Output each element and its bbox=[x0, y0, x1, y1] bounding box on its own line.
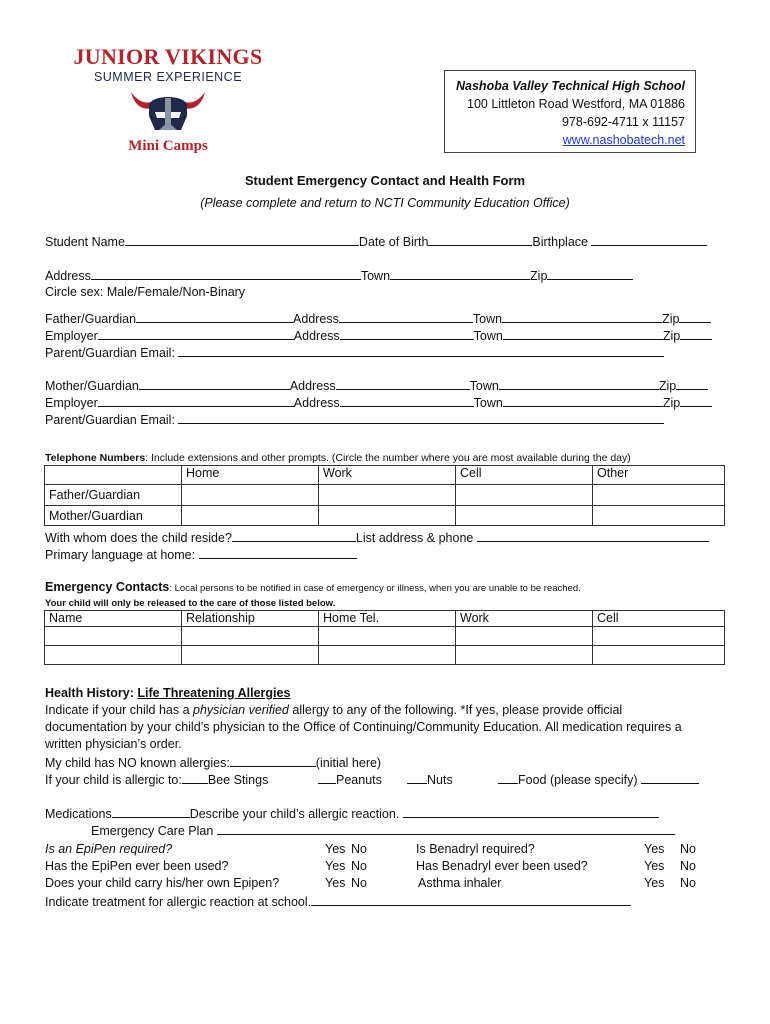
medications-row bbox=[45, 805, 659, 821]
father-row bbox=[45, 310, 711, 326]
father-email-label: Parent/Guardian Email: bbox=[45, 346, 175, 360]
mother-employer-zip-field[interactable] bbox=[680, 394, 712, 407]
telephone-label: Telephone Numbers bbox=[45, 452, 146, 464]
epipen-required-yes[interactable]: Yes bbox=[325, 842, 346, 856]
emergency-header-home-tel: Home Tel. bbox=[319, 611, 456, 627]
junior-vikings-logo bbox=[68, 44, 268, 156]
telephone-mother-other-cell[interactable] bbox=[593, 506, 725, 526]
carry-epipen-question: Does your child carry his/her own Epipen? bbox=[45, 876, 280, 890]
no-allergies-label: My child has NO known allergies: bbox=[45, 756, 230, 770]
form-subtitle: (Please complete and return to NCTI Community Education Office) bbox=[200, 196, 570, 210]
with-whom-label: With whom does the child reside? bbox=[45, 531, 232, 545]
dob-label: Date of Birth bbox=[358, 235, 429, 249]
nuts-label: Nuts bbox=[427, 773, 453, 787]
form-title: Student Emergency Contact and Health Form bbox=[244, 173, 526, 188]
benadryl-used-yes[interactable]: Yes bbox=[644, 859, 665, 873]
care-plan-label: Emergency Care Plan bbox=[91, 824, 214, 838]
emergency-contacts-table bbox=[44, 610, 725, 665]
telephone-row-father: Father/Guardian bbox=[45, 485, 182, 506]
no-allergies-initial-field[interactable] bbox=[230, 754, 316, 767]
emergency-row1-home-tel[interactable] bbox=[319, 627, 456, 646]
emergency-row2-home-tel[interactable] bbox=[319, 646, 456, 665]
zip-label: Zip bbox=[530, 269, 548, 283]
emergency-row1-name[interactable] bbox=[45, 627, 182, 646]
town-label: Town bbox=[360, 269, 391, 283]
health-p1c: allergy to any of the following. *If yes, please provide official bbox=[288, 703, 623, 717]
benadryl-required-yes[interactable]: Yes bbox=[644, 842, 665, 856]
health-paragraph-line1 bbox=[45, 703, 622, 717]
bee-stings-field[interactable] bbox=[182, 771, 208, 784]
address-label: Address bbox=[45, 269, 91, 283]
asthma-inhaler-no[interactable]: No bbox=[680, 876, 696, 890]
logo-mini-camps: Mini Camps bbox=[128, 138, 208, 154]
emergency-header-name: Name bbox=[45, 611, 182, 627]
father-zip-field[interactable] bbox=[679, 310, 711, 323]
mother-zip-field[interactable] bbox=[676, 377, 708, 390]
mother-town-label: Town bbox=[469, 379, 499, 393]
father-employer-zip-label: Zip bbox=[662, 329, 681, 343]
father-employer-field[interactable] bbox=[98, 327, 294, 340]
list-address-label: List address & phone bbox=[355, 531, 474, 545]
mother-zip-label: Zip bbox=[658, 379, 677, 393]
mother-employer-label: Employer bbox=[45, 396, 98, 410]
school-address: 100 Littleton Road Westford, MA 01886 bbox=[467, 97, 685, 111]
mother-email-label: Parent/Guardian Email: bbox=[45, 413, 175, 427]
father-employer-town-label: Town bbox=[473, 329, 503, 343]
father-town-label: Town bbox=[472, 312, 503, 326]
mother-employer-address-label: Address bbox=[293, 396, 340, 410]
nuts-field[interactable] bbox=[407, 771, 427, 784]
health-heading bbox=[45, 686, 290, 700]
father-employer-town-field[interactable] bbox=[503, 327, 663, 340]
student-address-row bbox=[45, 267, 633, 283]
telephone-father-other-cell[interactable] bbox=[593, 485, 725, 506]
mother-row bbox=[45, 377, 708, 393]
emergency-header-work: Work bbox=[456, 611, 593, 627]
telephone-instructions bbox=[45, 452, 631, 464]
language-field[interactable] bbox=[199, 546, 357, 559]
food-option bbox=[498, 771, 699, 787]
nuts-option bbox=[407, 771, 453, 787]
bee-stings-label: Bee Stings bbox=[207, 773, 269, 787]
father-employer-address-label: Address bbox=[293, 329, 340, 343]
telephone-mother-work-cell[interactable] bbox=[319, 506, 456, 526]
father-email-row bbox=[45, 344, 664, 360]
mother-employer-town-field[interactable] bbox=[503, 394, 663, 407]
epipen-used-no[interactable]: No bbox=[351, 859, 367, 873]
father-address-label: Address bbox=[293, 312, 339, 326]
emergency-row1-relationship[interactable] bbox=[182, 627, 319, 646]
student-town-field[interactable] bbox=[390, 267, 530, 280]
with-whom-field[interactable] bbox=[232, 529, 356, 542]
telephone-mother-home-cell[interactable] bbox=[182, 506, 319, 526]
allergic-to-label: If your child is allergic to: bbox=[45, 773, 182, 787]
peanuts-field[interactable] bbox=[318, 771, 336, 784]
mother-label: Mother/Guardian bbox=[45, 379, 139, 393]
father-zip-label: Zip bbox=[662, 312, 680, 326]
health-p1b: physician verified bbox=[193, 703, 289, 717]
allergies-label: Life Threatening Allergies bbox=[137, 686, 291, 700]
father-name-field[interactable] bbox=[136, 310, 293, 323]
food-label: Food (please specify) bbox=[518, 773, 638, 787]
epipen-used-yes[interactable]: Yes bbox=[325, 859, 346, 873]
health-paragraph-line3: written physician’s order. bbox=[45, 737, 182, 751]
mother-name-field[interactable] bbox=[139, 377, 290, 390]
emergency-label: Emergency Contacts bbox=[45, 580, 170, 594]
no-allergies-row bbox=[45, 754, 381, 770]
mother-address-label: Address bbox=[289, 379, 336, 393]
father-town-field[interactable] bbox=[502, 310, 662, 323]
emergency-header-relationship: Relationship bbox=[182, 611, 319, 627]
school-name: Nashoba Valley Technical High School bbox=[456, 79, 685, 93]
carry-epipen-yes[interactable]: Yes bbox=[325, 876, 346, 890]
carry-epipen-no[interactable]: No bbox=[351, 876, 367, 890]
student-name-row bbox=[45, 233, 707, 249]
sex-label: Circle sex: Male/Female/Non-Binary bbox=[45, 285, 246, 299]
benadryl-used-question: Has Benadryl ever been used? bbox=[416, 859, 588, 873]
residence-row bbox=[45, 529, 709, 545]
epipen-required-question: Is an EpiPen required? bbox=[45, 842, 173, 856]
student-address-field[interactable] bbox=[91, 267, 361, 280]
father-label: Father/Guardian bbox=[45, 312, 137, 326]
health-p1a: Indicate if your child has a bbox=[45, 703, 193, 717]
father-employer-label: Employer bbox=[45, 329, 98, 343]
epipen-used-question: Has the EpiPen ever been used? bbox=[45, 859, 229, 873]
mother-email-field[interactable] bbox=[178, 411, 664, 424]
mother-employer-zip-label: Zip bbox=[662, 396, 681, 410]
mother-email-row bbox=[45, 411, 664, 427]
telephone-father-cell-cell[interactable] bbox=[456, 485, 593, 506]
medications-label: Medications bbox=[45, 807, 112, 821]
peanuts-label: Peanuts bbox=[336, 773, 382, 787]
telephone-blank-header bbox=[45, 466, 182, 485]
student-name-field[interactable] bbox=[125, 233, 359, 246]
mother-employer-town-label: Town bbox=[473, 396, 503, 410]
telephone-mother-cell-cell[interactable] bbox=[456, 506, 593, 526]
emergency-header-cell: Cell bbox=[593, 611, 725, 627]
describe-reaction-label: Describe your child’s allergic reaction. bbox=[189, 807, 400, 821]
logo-subtitle: SUMMER EXPERIENCE bbox=[93, 70, 243, 84]
school-phone: 978-692-4711 x 11157 bbox=[561, 115, 685, 129]
peanuts-option bbox=[318, 771, 382, 787]
telephone-header-work: Work bbox=[319, 466, 456, 485]
care-plan-row bbox=[91, 822, 675, 838]
emergency-row2-cell[interactable] bbox=[593, 646, 725, 665]
food-specify-field[interactable] bbox=[641, 771, 699, 784]
father-employer-address-field[interactable] bbox=[340, 327, 474, 340]
asthma-inhaler-question: Asthma inhaler bbox=[418, 876, 502, 890]
emergency-release-note: Your child will only be released to the care of those listed below. bbox=[45, 598, 336, 609]
father-address-field[interactable] bbox=[339, 310, 473, 323]
initial-here-label: (initial here) bbox=[315, 756, 382, 770]
benadryl-required-question: Is Benadryl required? bbox=[416, 842, 535, 856]
describe-reaction-field[interactable] bbox=[403, 805, 659, 818]
emergency-row2-relationship[interactable] bbox=[182, 646, 319, 665]
treatment-field[interactable] bbox=[311, 893, 631, 906]
logo-title: JUNIOR VIKINGS bbox=[73, 44, 263, 69]
mother-town-field[interactable] bbox=[499, 377, 659, 390]
allergic-to-row bbox=[45, 771, 268, 787]
language-label: Primary language at home: bbox=[45, 548, 196, 562]
treatment-row bbox=[45, 893, 631, 909]
benadryl-required-no[interactable]: No bbox=[680, 842, 696, 856]
mother-employer-row bbox=[45, 394, 712, 410]
father-employer-zip-field[interactable] bbox=[680, 327, 712, 340]
telephone-header-cell: Cell bbox=[456, 466, 593, 485]
father-email-field[interactable] bbox=[178, 344, 664, 357]
mother-employer-field[interactable] bbox=[98, 394, 294, 407]
emergency-row2-name[interactable] bbox=[45, 646, 182, 665]
birthplace-field[interactable] bbox=[591, 233, 707, 246]
medications-field[interactable] bbox=[112, 805, 190, 818]
school-website-link[interactable]: www.nashobatech.net bbox=[562, 133, 685, 147]
treatment-label: Indicate treatment for allergic reaction at school. bbox=[45, 895, 312, 909]
school-info-box bbox=[444, 70, 696, 153]
health-paragraph-line2: documentation by your child’s physician to the Office of Continuing/Community Education. All medication requires a bbox=[45, 720, 682, 734]
viking-helmet-icon bbox=[123, 86, 213, 134]
epipen-required-no[interactable]: No bbox=[351, 842, 367, 856]
language-row bbox=[45, 546, 357, 562]
health-label: Health History: bbox=[45, 686, 134, 700]
mother-employer-address-field[interactable] bbox=[340, 394, 474, 407]
emergency-row2-work[interactable] bbox=[456, 646, 593, 665]
list-address-field[interactable] bbox=[477, 529, 709, 542]
telephone-table bbox=[44, 465, 725, 526]
mother-address-field[interactable] bbox=[336, 377, 470, 390]
student-zip-field[interactable] bbox=[547, 267, 633, 280]
emergency-instruction-text: : Local persons to be notified in case of emergency or illness, when you are unable to be reached. bbox=[169, 583, 581, 594]
birthplace-label: Birthplace bbox=[532, 235, 588, 249]
telephone-instruction-text: : Include extensions and other prompts. (Circle the number where you are most available during the day) bbox=[145, 452, 631, 464]
benadryl-used-no[interactable]: No bbox=[680, 859, 696, 873]
telephone-father-home-cell[interactable] bbox=[182, 485, 319, 506]
student-name-label: Student Name bbox=[45, 235, 125, 249]
care-plan-field[interactable] bbox=[217, 822, 675, 835]
dob-field[interactable] bbox=[428, 233, 532, 246]
telephone-row-mother: Mother/Guardian bbox=[45, 506, 182, 526]
emergency-row1-work[interactable] bbox=[456, 627, 593, 646]
telephone-father-work-cell[interactable] bbox=[319, 485, 456, 506]
food-field[interactable] bbox=[498, 771, 518, 784]
asthma-inhaler-yes[interactable]: Yes bbox=[644, 876, 665, 890]
father-employer-row bbox=[45, 327, 712, 343]
telephone-header-other: Other bbox=[593, 466, 725, 485]
telephone-header-home: Home bbox=[182, 466, 319, 485]
emergency-instructions bbox=[45, 580, 581, 594]
emergency-row1-cell[interactable] bbox=[593, 627, 725, 646]
